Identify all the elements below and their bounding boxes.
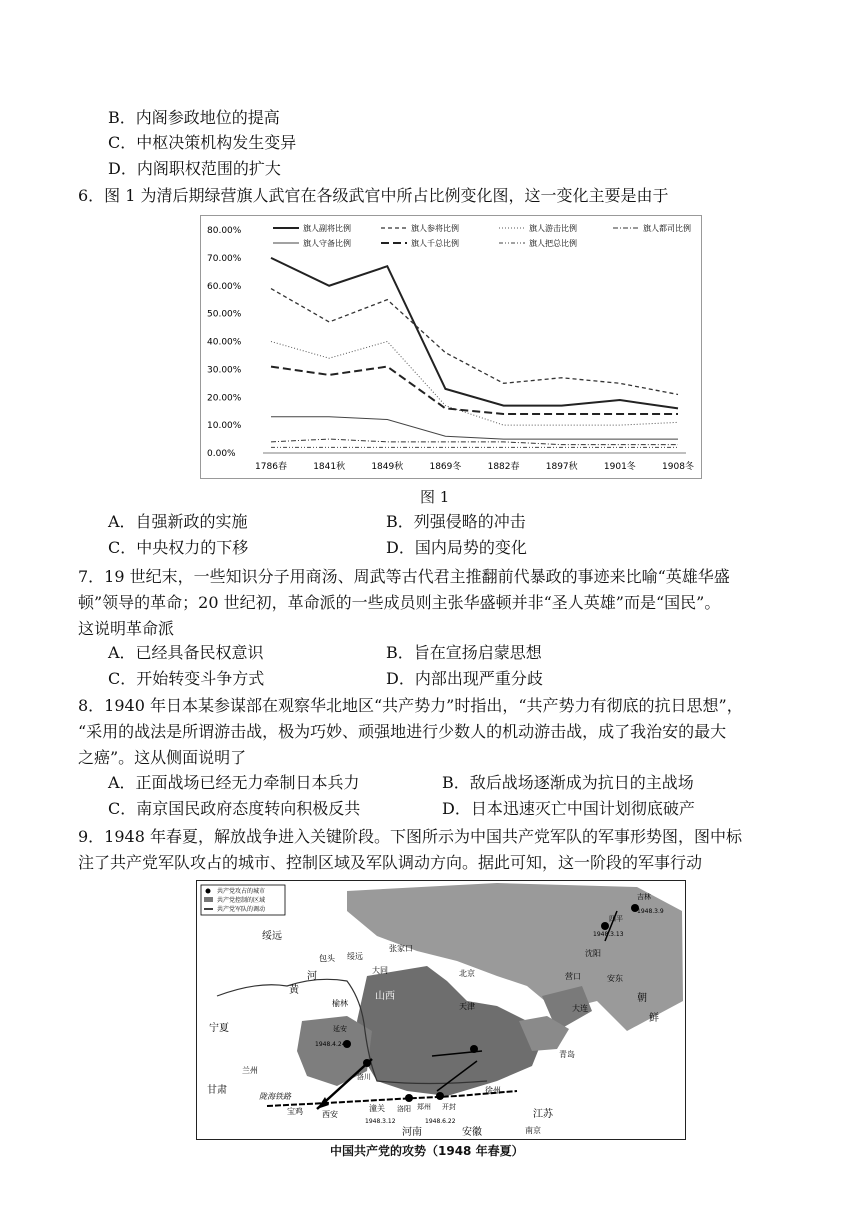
label-lanzhou: 兰州 (242, 1066, 258, 1075)
label-shenyang: 沈阳 (585, 949, 601, 958)
label-nanjing: 南京 (525, 1126, 541, 1135)
q7-option-b: B．旨在宣扬启蒙思想 (386, 643, 542, 662)
label-baoji: 宝鸡 (287, 1107, 303, 1116)
label-kaifeng-date: 1948.6.22 (425, 1118, 456, 1125)
label-luoyang-date: 1948.3.12 (365, 1118, 396, 1125)
legend-arrow-label: 共产党军队的调动 (217, 906, 266, 913)
label-henan: 河南 (402, 1127, 422, 1138)
label-yanan: 延安 (333, 1025, 347, 1033)
y-tick-label: 10.00% (207, 421, 242, 432)
q8-option-c: C．南京国民政府态度转向积极反共 (108, 799, 361, 818)
label-yanan-date: 1948.4.24 (315, 1041, 346, 1048)
y-tick-label: 80.00% (207, 226, 242, 236)
legend-region-label: 共产党控制的区域 (217, 897, 266, 904)
label-guisui: 绥远 (347, 952, 363, 961)
series-line (271, 417, 678, 439)
x-tick-label: 1908冬 (662, 462, 694, 472)
q9-stem-line-2: 注了共产党军队攻占的城市、控制区域及军队调动方向。据此可知，这一阶段的军事行动 (78, 853, 703, 872)
q5-option-c: C．中枢决策机构发生变异 (108, 133, 297, 152)
label-suiyuan: 绥远 (262, 931, 282, 942)
y-tick-label: 40.00% (207, 337, 242, 348)
q6-option-b: B．列强侵略的冲击 (386, 512, 526, 531)
q7-option-c: C．开始转变斗争方式 (108, 669, 265, 688)
label-yulin: 榆林 (332, 999, 348, 1008)
label-andong: 安东 (607, 974, 623, 983)
y-tick-label: 60.00% (207, 281, 242, 292)
label-dalian: 大连 (572, 1004, 588, 1013)
line-chart (201, 216, 701, 478)
label-xian: 西安 (322, 1110, 338, 1119)
legend-label: 旗人把总比例 (529, 239, 577, 248)
label-tongguan: 潼关 (369, 1104, 385, 1113)
label-tianjin: 天津 (459, 1002, 475, 1011)
q7-stem-line-3: 这说明革命派 (78, 619, 175, 638)
label-xuzhou: 徐州 (485, 1086, 501, 1095)
figure-1-caption: 图 1 (420, 488, 450, 506)
series-line (271, 367, 678, 414)
label-zhangjiakou: 张家口 (389, 944, 413, 953)
legend-label: 旗人都司比例 (643, 224, 691, 233)
map-caption: 中国共产党的攻势（1948 年春夏） (330, 1144, 524, 1158)
legend-city-icon (206, 889, 211, 894)
legend-label: 旗人游击比例 (529, 224, 577, 233)
map-drawing (197, 881, 685, 1139)
north-china-region (357, 966, 542, 1096)
q6-option-c: C．中央权力的下移 (108, 538, 249, 557)
q8-stem-line-3: 之癌”。这从侧面说明了 (78, 748, 247, 767)
label-gansu: 甘肃 (207, 1085, 227, 1096)
y-tick-label: 50.00% (207, 309, 242, 320)
q8-option-a: A．正面战场已经无力牵制日本兵力 (108, 773, 360, 792)
label-yingkou: 营口 (565, 972, 581, 981)
label-qingdao: 青岛 (559, 1050, 575, 1059)
x-tick-label: 1786春 (255, 462, 287, 472)
q5-option-b: B．内阁参政地位的提高 (108, 108, 280, 127)
label-xian2: 鲜 (649, 1013, 659, 1024)
label-jiangsu: 江苏 (533, 1109, 553, 1120)
q7-stem-line-2: 顿”领导的革命；20 世纪初，革命派的一些成员则主张华盛顿并非“圣人英雄”而是“国民”。 (78, 593, 721, 612)
label-jilin: 吉林 (637, 893, 651, 901)
x-tick-label: 1841秋 (313, 462, 346, 472)
label-siping: 四平 (609, 915, 623, 923)
q8-stem-line-2: “采用的战法是所谓游击战，极为巧妙、顽强地进行少数人的机动游击战，成了我治安的最大 (78, 722, 727, 741)
y-tick-label: 30.00% (207, 365, 242, 376)
longhai-railway (267, 1091, 517, 1106)
label-datong: 大同 (372, 966, 388, 975)
label-chao: 朝 (637, 993, 647, 1004)
series-line (271, 258, 678, 409)
label-shanxi: 山西 (375, 991, 395, 1002)
legend-region-icon (204, 897, 213, 902)
q5-option-d: D．内阁职权范围的扩大 (108, 159, 281, 178)
figure-1-chart (200, 215, 702, 479)
legend-label: 旗人副将比例 (303, 224, 351, 233)
legend-label: 旗人守备比例 (303, 239, 351, 248)
x-tick-label: 1897秋 (545, 462, 578, 472)
label-zhengzhou: 郑州 (417, 1103, 431, 1111)
legend-label: 旗人参将比例 (411, 224, 459, 233)
label-beijing: 北京 (459, 969, 475, 978)
q7-option-a: A．已经具备民权意识 (108, 643, 264, 662)
luochuan-city-dot (363, 1059, 371, 1067)
label-kaifeng: 开封 (442, 1103, 456, 1111)
x-tick-label: 1869冬 (429, 462, 462, 472)
q7-option-d: D．内部出现严重分歧 (386, 669, 543, 688)
series-line (271, 439, 678, 445)
q8-option-b: B．敌后战场逐渐成为抗日的主战场 (442, 773, 694, 792)
label-anhui: 安徽 (462, 1127, 482, 1138)
q7-stem-line-1: 7．19 世纪末，一些知识分子用商汤、周武等古代君主推翻前代暴政的事迹来比喻“英雄华盛 (78, 567, 730, 586)
jinan-city-dot (470, 1045, 478, 1053)
label-luoyang: 洛阳 (397, 1105, 411, 1113)
y-tick-label: 20.00% (207, 393, 242, 404)
label-jilin-date: 1948.3.9 (637, 908, 664, 915)
y-tick-label: 0.00% (207, 449, 236, 459)
legend-city-label: 共产党攻占的城市 (217, 888, 266, 895)
military-map (196, 880, 686, 1140)
q8-stem-line-1: 8．1940 年日本某参谋部在观察华北地区“共产势力”时指出，“共产势力有彻底的抗日思想”， (78, 696, 743, 715)
label-luochuan: 洛川 (357, 1073, 371, 1081)
label-ningxia: 宁夏 (209, 1023, 229, 1034)
label-longhai: 陇海铁路 (259, 1092, 291, 1101)
kaifeng-city-dot (436, 1092, 444, 1100)
series-line (271, 289, 678, 395)
label-huang: 黄 (289, 985, 299, 996)
y-tick-label: 70.00% (207, 253, 242, 264)
x-tick-label: 1882春 (487, 462, 520, 472)
q6-option-a: A．自强新政的实施 (108, 512, 248, 531)
legend-label: 旗人千总比例 (411, 239, 459, 248)
label-baotou: 包头 (319, 954, 335, 963)
q6-option-d: D．国内局势的变化 (386, 538, 527, 557)
q9-stem-line-1: 9．1948 年春夏，解放战争进入关键阶段。下图所示为中国共产党军队的军事形势图，图中标 (78, 827, 742, 846)
luoyang-city-dot (405, 1094, 413, 1102)
x-tick-label: 1901冬 (603, 462, 636, 472)
label-siping-date: 1948.3.13 (593, 931, 624, 938)
label-he: 河 (307, 971, 317, 982)
q6-stem: 6．图 1 为清后期绿营旗人武官在各级武官中所占比例变化图，这一变化主要是由于 (78, 186, 669, 205)
x-tick-label: 1849秋 (371, 462, 404, 472)
q8-option-d: D．日本迅速灭亡中国计划彻底破产 (442, 799, 695, 818)
siping-city-dot (601, 922, 609, 930)
